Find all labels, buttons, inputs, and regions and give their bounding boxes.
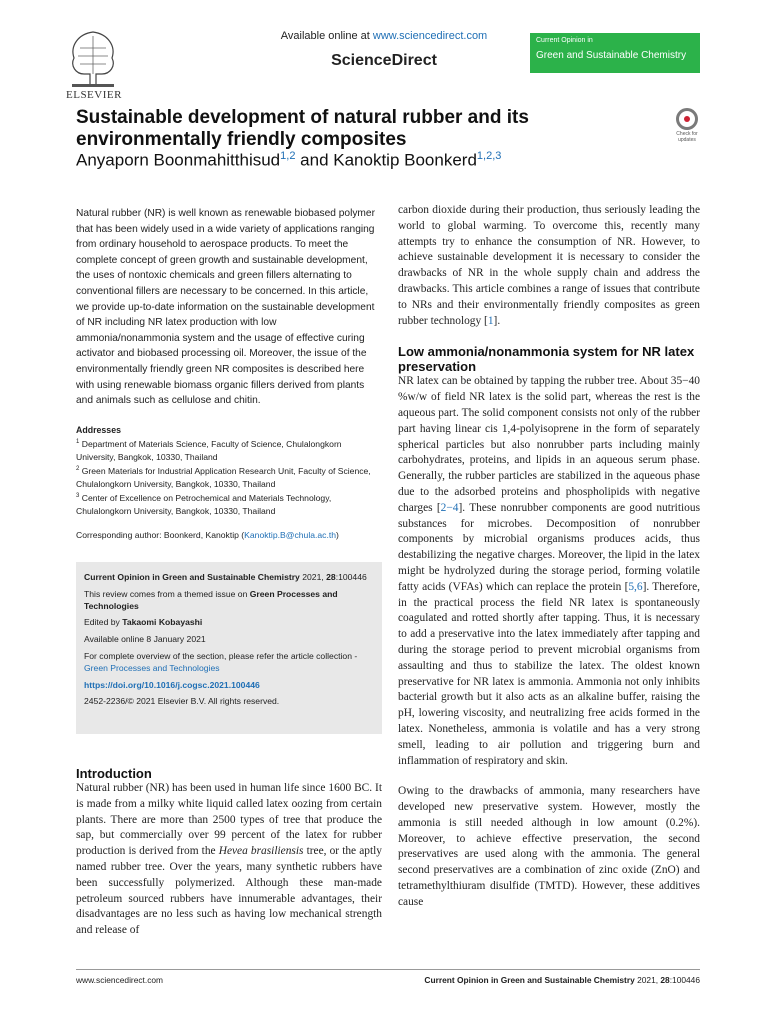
journal-badge-small: Current Opinion in [536, 37, 593, 44]
info-citation [84, 572, 374, 584]
check-for-updates-button[interactable] [672, 108, 702, 144]
latex-text-1: NR latex can be obtained by tapping the rubber tree. About 35−40 %w/w of field NR latex is the solid part, whereas the rest is the aqueous part. The solid component consists not only of the rubber part having linear cis 1,4-polyisoprene in the form of separately spherical particles but also nonrubber parts including mainly carbohydrates, proteins, and lipids in an aqueous serum phase. Generally, the rubber particles are stabilized in the aqueous phase due to the adsorbed proteins and phospholipids with negative charges [ [398, 375, 700, 514]
corresponding-author [76, 529, 382, 541]
right-text-2: ]. [493, 314, 501, 327]
addresses-heading: Addresses [76, 424, 121, 435]
right-column [398, 203, 700, 911]
page-header [0, 0, 768, 105]
journal-badge [530, 33, 700, 73]
abstract: Natural rubber (NR) is well known as renewable biobased polymer that has been widely used in a wide variety of applications ranging from ordinary household to aerospace products. To meet the complete concept of green growth and sustainable development, the uses of nontoxic chemicals and green fillers alternating to conventional fillers are necessary to be concerned. In this article, we provide up-to-date information on the sustainable development of NR including NR latex production with low ammonia/nonammonia system and the usage of effective curing activator and biobased processing oil. Moreover, the issue of the environmentally friendly green NR composites is described here with using renewable biomass organic fillers derived from plants and animals such as cellulose and chitin. [76, 208, 375, 407]
info-editor-label: Edited by [84, 617, 123, 628]
author-1[interactable]: Anyaporn Boonmahitthisud [76, 150, 281, 170]
info-themed-issue [84, 589, 374, 613]
check-for-updates-icon [676, 108, 698, 130]
author-separator: and [295, 150, 334, 170]
section-heading-latex: Low ammonia/nonammonia system for NR latex preservation [398, 344, 695, 375]
info-volume: 28 [326, 572, 336, 582]
info-overview [84, 651, 374, 675]
info-overview-label: For complete overview of the section, please refer the article collection - [84, 650, 358, 661]
footer-journal: Current Opinion in Green and Sustainable Chemistry [424, 975, 635, 985]
corresponding-email-link[interactable]: Kanoktip.B@chula.ac.th [244, 530, 337, 541]
latex-paragraph [398, 374, 700, 769]
citation-link-3[interactable]: 5,6 [628, 580, 643, 593]
address-3 [76, 490, 382, 517]
latex-text-3: ]. Therefore, in the practical process the field NR latex is spontaneously coagulated and rotted shortly after tapping. Thus, it is necessary to add a preservative into the latex immediately after tapping and during the storage period to prevent microbial organisms from assaulting and thus to stabilize the latex. The oldest known preservative for NR latex is ammonia. Ammonia not only inhibits bacterial growth but it also acts as an alkaline buffer, raising the pH, lowering viscosity, and neutralizing free acids formed in the latex. Nonetheless, ammonia is volatile and has a very strong smell, leading to air pollution and triggering burn and inflammation of respiratory and skin. [398, 580, 700, 767]
info-journal: Current Opinion in Green and Sustainable Chemistry [84, 572, 300, 582]
addresses [76, 424, 382, 518]
journal-badge-title: Green and Sustainable Chemistry [536, 50, 687, 61]
elsevier-logo-text: ELSEVIER [66, 89, 122, 101]
check-for-updates-label: Check for updates [676, 131, 698, 143]
info-themed-label: This review comes from a themed issue on [84, 588, 250, 599]
left-column-front-matter [76, 206, 382, 541]
introduction-section [76, 766, 382, 939]
footer-article-number: :100446 [669, 975, 700, 985]
latex-text-2: ]. These nonrubber components are good nutritious substances for microbes. Decomposition of nonrubber components by microbial organisms produces acids, thus destabilizing the negative charges. Moreover, the lipid in the latex might be hydrolyzed during the storage period, forming volatile fatty acids (VFAs) which can replace the protein [ [398, 501, 700, 593]
info-article-number: :100446 [335, 572, 367, 582]
info-themed-name: Green Processes and Technologies [84, 588, 338, 611]
footer-volume: 28 [660, 975, 670, 985]
author-2[interactable]: Kanoktip Boonkerd [333, 150, 477, 170]
address-3-number: 3 [76, 493, 80, 500]
info-available-date: Available online 8 January 2021 [84, 634, 206, 645]
sciencedirect-link[interactable]: www.sciencedirect.com [372, 30, 488, 42]
collection-link[interactable]: Green Processes and Technologies [84, 662, 220, 673]
doi-link[interactable]: https://doi.org/10.1016/j.cogsc.2021.100446 [84, 679, 260, 690]
sciencedirect-brand: ScienceDirect [331, 52, 437, 69]
author-1-affiliation[interactable]: 1,2 [280, 150, 296, 162]
address-1 [76, 436, 382, 463]
right-text-1: carbon dioxide during their production, thus seriously leading the world to global warming. To overcome this, recently many attempts try to enhance the consumption of NR. However, to achieve sustainable development it is necessary to consider the drawbacks of NR in the whole supply chain and address the drawbacks. This article combines a range of issues that contribute to NRs and their environmentally friendly composites as green rubber technology [ [398, 204, 700, 327]
corresponding-label: Corresponding author: Boonkerd, Kanoktip ( [76, 530, 245, 541]
info-editor-name: Takaomi Kobayashi [122, 617, 203, 628]
citation-link-1[interactable]: 1 [487, 314, 494, 327]
article-info-box [76, 562, 382, 734]
address-2-number: 2 [76, 466, 80, 473]
info-editor [84, 617, 374, 629]
available-online-label: Available online at [280, 30, 373, 42]
address-1-text: Department of Materials Science, Faculty of Science, Chulalongkorn University, Bangkok, 10330, Thailand [76, 439, 342, 462]
author-list [76, 150, 501, 171]
intro-text-2: tree, or the aptly named rubber tree. Over the years, many synthetic rubbers have been successfully polymerized. Although these man-made petroleum sourced rubbers have innumerable advantages, their disadvantages are no less such as having low mechanical strength and release of [76, 845, 382, 937]
address-3-text: Center of Excellence on Petrochemical and Materials Technology, Chulalongkorn University, Bangkok, 10330, Thailand [76, 493, 332, 516]
footer-year: 2021, [634, 975, 661, 985]
right-paragraph-continued [398, 203, 700, 329]
address-2-text: Green Materials for Industrial Application Research Unit, Faculty of Science, Chulalongkorn University, Bangkok, 10330, Thailand [76, 466, 371, 489]
info-year: 2021, [299, 572, 324, 582]
page-footer [76, 969, 700, 989]
intro-species-name: Hevea brasiliensis [218, 845, 304, 858]
info-copyright: 2452-2236/© 2021 Elsevier B.V. All rights reserved. [84, 696, 280, 707]
corresponding-close: ) [336, 530, 339, 541]
citation-link-2[interactable]: 2−4 [440, 501, 459, 514]
address-2 [76, 463, 382, 490]
footer-citation [424, 975, 700, 985]
introduction-paragraph [76, 781, 382, 939]
author-2-affiliation[interactable]: 1,2,3 [476, 150, 502, 162]
footer-site-link[interactable]: www.sciencedirect.com [76, 975, 164, 985]
article-title: Sustainable development of natural rubber and its environmentally friendly composites [76, 107, 529, 150]
preservative-paragraph: Owing to the drawbacks of ammonia, many researchers have developed new preservative system. However, mostly the ammonia is still needed although in low amount (0.2%). Moreover, to achieve effective preservation, the second preservatives are used along with the ammonia. The general second preservatives are a combination of zinc oxide (ZnO) and tetramethylthiuram disulfide (TMTD). However, these additives cause [398, 785, 700, 908]
intro-text-1: Natural rubber (NR) has been used in human life since 1600 BC. It is made from a milky white liquid called latex oozing from certain plants. There are more than 2500 types of tree that produce the sap, but commercially over 99 percent of the latex for rubber production is derived from the [76, 782, 382, 858]
address-1-number: 1 [76, 439, 80, 446]
introduction-heading: Introduction [76, 766, 152, 781]
